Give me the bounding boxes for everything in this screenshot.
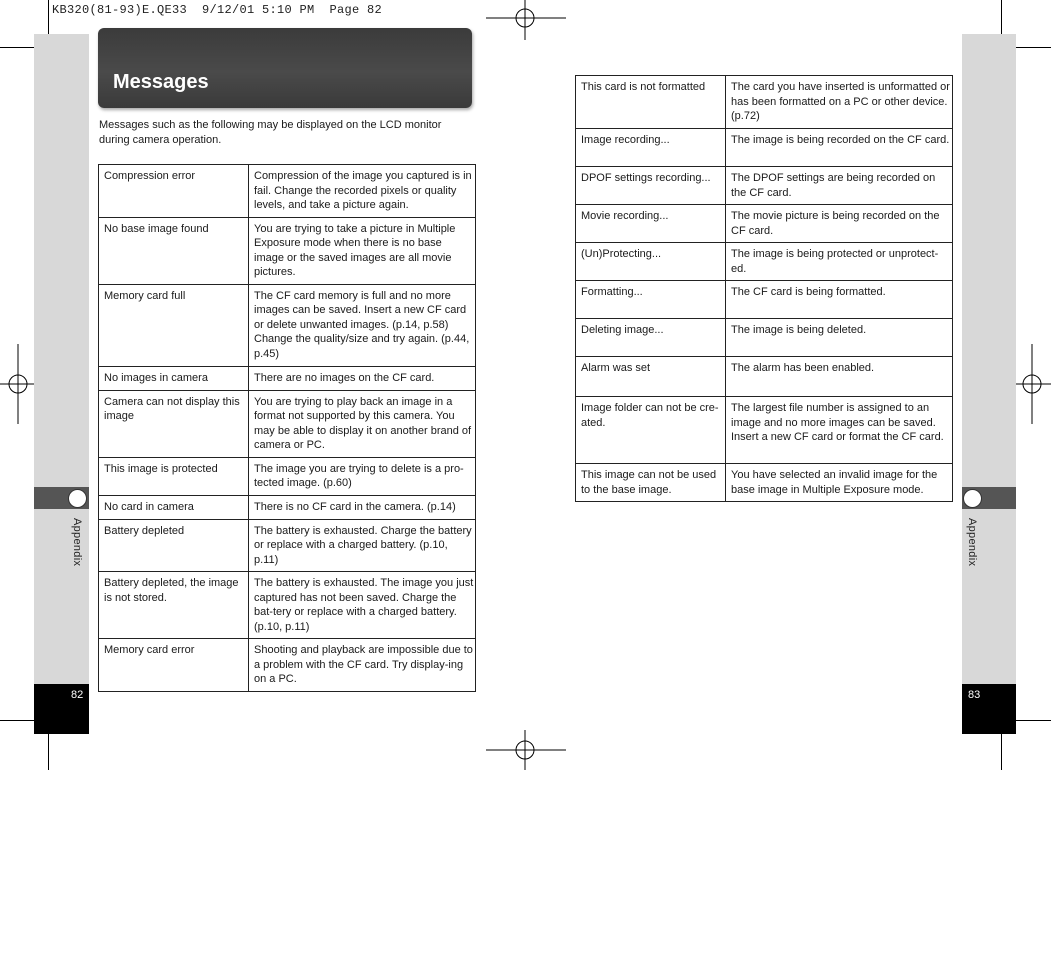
description-cell: You have selected an invalid image for the base image in Multiple Exposure mode. — [726, 464, 953, 502]
description-cell: There are no images on the CF card. — [249, 366, 476, 390]
description-cell: The image is being deleted. — [726, 319, 953, 357]
right-page-number: 83 — [968, 689, 981, 701]
message-cell: DPOF settings recording... — [576, 167, 726, 205]
message-cell: Image recording... — [576, 129, 726, 167]
left-appendix-label: Appendix — [71, 518, 83, 567]
crop-mark — [1013, 720, 1051, 721]
description-cell: You are trying to take a picture in Multiple Exposure mode when there is no base image or the saved images are all movie pictures. — [249, 217, 476, 284]
registration-mark-icon — [486, 0, 566, 40]
intro-text: Messages such as the following may be displayed on the LCD monitor during camera operation. — [99, 119, 442, 146]
description-cell: The image you are trying to delete is a pro-tected image. (p.60) — [249, 457, 476, 495]
table-row — [576, 397, 953, 464]
message-cell: Camera can not display this image — [99, 390, 249, 457]
table-row — [99, 457, 476, 495]
left-tab-circle-icon — [68, 489, 87, 508]
table-row — [576, 167, 953, 205]
right-appendix-label: Appendix — [966, 518, 978, 567]
message-cell: Deleting image... — [576, 319, 726, 357]
crop-mark — [1013, 47, 1051, 48]
title-banner — [98, 28, 472, 108]
page-title: Messages — [113, 71, 209, 93]
crop-mark — [1001, 732, 1002, 770]
table-row — [99, 572, 476, 639]
table-row — [99, 217, 476, 284]
message-cell: Battery depleted — [99, 519, 249, 572]
description-cell: You are trying to play back an image in a format not supported by this camera. You may be able to display it on another brand of camera or PC. — [249, 390, 476, 457]
table-row — [576, 205, 953, 243]
table-row — [99, 519, 476, 572]
left-messages-table — [98, 164, 476, 692]
message-cell: This image is protected — [99, 457, 249, 495]
description-cell: The battery is exhausted. Charge the battery or replace with a charged battery. (p.10, p.11) — [249, 519, 476, 572]
table-row — [576, 464, 953, 502]
description-cell: The alarm has been enabled. — [726, 357, 953, 397]
table-row — [576, 129, 953, 167]
crop-mark — [1001, 0, 1002, 38]
table-row — [99, 284, 476, 366]
description-cell: Shooting and playback are impossible due to a problem with the CF card. Try display-ing on a PC. — [249, 639, 476, 692]
description-cell: The largest file number is assigned to an image and no more images can be saved. Insert a new CF card or format the CF card. — [726, 397, 953, 464]
right-messages-table — [575, 75, 953, 502]
right-page-number-box — [962, 684, 1016, 734]
description-cell: Compression of the image you captured is in fail. Change the recorded pixels or quality levels, and take a picture again. — [249, 165, 476, 218]
message-cell: Image folder can not be cre-ated. — [576, 397, 726, 464]
left-page-number-box — [34, 684, 89, 734]
left-side-band — [34, 34, 89, 684]
table-row — [576, 357, 953, 397]
message-cell: (Un)Protecting... — [576, 243, 726, 281]
description-cell: The CF card is being formatted. — [726, 281, 953, 319]
table-row — [99, 495, 476, 519]
message-cell: This card is not formatted — [576, 76, 726, 129]
table-row — [99, 390, 476, 457]
crop-mark — [48, 732, 49, 770]
crop-mark — [48, 0, 49, 38]
message-cell: Formatting... — [576, 281, 726, 319]
message-cell: No images in camera — [99, 366, 249, 390]
message-cell: Battery depleted, the image is not stored. — [99, 572, 249, 639]
table-row — [576, 76, 953, 129]
description-cell: The CF card memory is full and no more images can be saved. Insert a new CF card or delete unwanted images. (p.14, p.58) Change the quality/size and try again. (p.44, p.45) — [249, 284, 476, 366]
message-cell: This image can not be used to the base image. — [576, 464, 726, 502]
crop-mark — [0, 720, 38, 721]
description-cell: The battery is exhausted. The image you just captured has not been saved. Charge the bat-tery or replace with a charged battery. (p.10, p.11) — [249, 572, 476, 639]
print-header: KB320(81-93)E.QE33 9/12/01 5:10 PM Page 82 — [52, 3, 383, 17]
message-cell: Movie recording... — [576, 205, 726, 243]
table-row — [576, 319, 953, 357]
message-cell: Alarm was set — [576, 357, 726, 397]
table-row — [99, 366, 476, 390]
description-cell: The image is being recorded on the CF card. — [726, 129, 953, 167]
message-cell: No card in camera — [99, 495, 249, 519]
crop-mark — [0, 47, 38, 48]
right-side-band — [962, 34, 1016, 684]
table-row — [576, 281, 953, 319]
registration-mark-icon — [1011, 344, 1051, 424]
description-cell: The movie picture is being recorded on the CF card. — [726, 205, 953, 243]
description-cell: The card you have inserted is unformatted or has been formatted on a PC or other device. (p.72) — [726, 76, 953, 129]
description-cell: The image is being protected or unprotect-ed. — [726, 243, 953, 281]
right-tab-circle-icon — [963, 489, 982, 508]
registration-mark-icon — [486, 730, 566, 770]
table-row — [99, 165, 476, 218]
message-cell: Memory card error — [99, 639, 249, 692]
table-row — [576, 243, 953, 281]
message-cell: Compression error — [99, 165, 249, 218]
description-cell: The DPOF settings are being recorded on the CF card. — [726, 167, 953, 205]
message-cell: No base image found — [99, 217, 249, 284]
table-row — [99, 639, 476, 692]
message-cell: Memory card full — [99, 284, 249, 366]
description-cell: There is no CF card in the camera. (p.14) — [249, 495, 476, 519]
left-page-number: 82 — [71, 689, 84, 701]
